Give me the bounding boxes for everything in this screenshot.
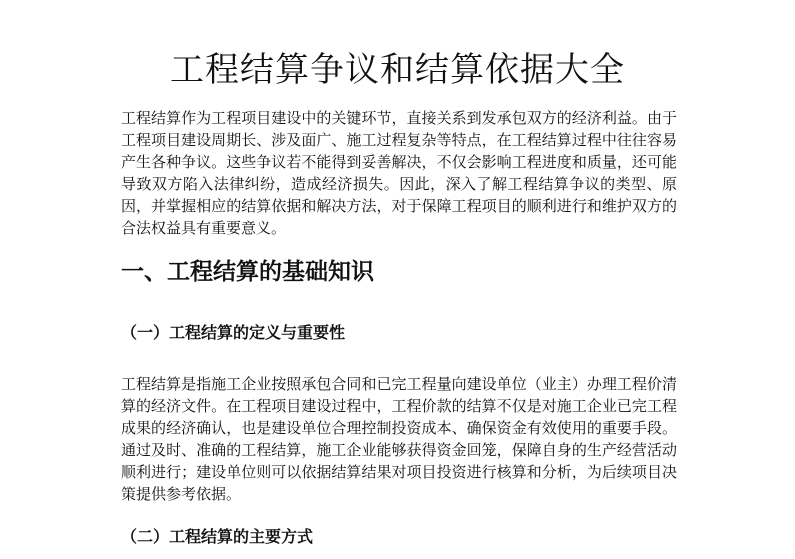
section-heading-basics: 一、工程结算的基础知识 <box>121 259 374 285</box>
subsection-heading-methods: （二）工程结算的主要方式 <box>121 527 314 546</box>
definition-paragraph: 工程结算是指施工企业按照承包合同和已完工程量向建设单位（业主）办理工程价清算的经济文件。在工程项目建设过程中，工程价款的结算不仅是对施工企业已完工程成果的经济确认，也是建设单位合理控制投资成本、确保资金有效使用的重要手段。通过及时、准确的工程结算，施工企业能够获得资金回笼，保障自身的生产经营活动顺利进行；建设单位则可以依据结算结果对项目投资进行核算和分析，为后续项目决策提供参考依据。 <box>121 375 677 503</box>
intro-paragraph: 工程结算作为工程项目建设中的关键环节，直接关系到发承包双方的经济利益。由于工程项目建设周期长、涉及面广、施工过程复杂等特点，在工程结算过程中往往容易产生各种争议。这些争议若不能得到妥善解决，不仅会影响工程进度和质量，还可能导致双方陷入法律纠纷，造成经济损失。因此，深入了解工程结算争议的类型、原因，并掌握相应的结算依据和解决方法，对于保障工程项目的顺利进行和维护双方的合法权益具有重要意义。 <box>121 109 677 237</box>
document-title: 工程结算争议和结算依据大全 <box>170 50 625 90</box>
subsection-heading-definition: （一）工程结算的定义与重要性 <box>121 323 346 342</box>
